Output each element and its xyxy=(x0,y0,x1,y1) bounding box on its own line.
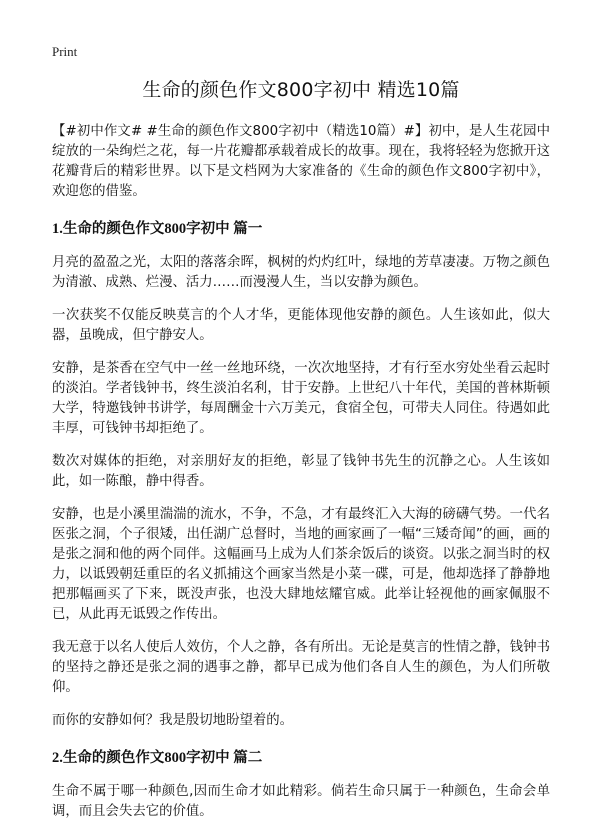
intro-paragraph: 【#初中作文# #生命的颜色作文800字初中（精选10篇）#】初中，是人生花园中绽放的一朵绚烂之花，每一片花瓣都承载着成长的故事。现在，我将轻轻为您掀开这花瓣背后的精彩世界。以下是文档网为大家准备的《生命的颜色作文800字初中》，欢迎您的借鉴。 xyxy=(52,124,550,199)
print-link[interactable]: Print xyxy=(52,44,78,59)
section-paragraph: 而你的安静如何？我是殷切地盼望着的。 xyxy=(52,713,294,728)
section-paragraph: 我无意于以名人使后人效仿，个人之静，各有所出。无论是莫言的性情之静，钱钟书的坚持之静还是张之洞的遇事之静，都早已成为他们各自人生的颜色，为人们所敬仰。 xyxy=(52,640,550,695)
page-title: 生命的颜色作文800字初中 精选10篇 xyxy=(142,79,460,101)
section-1 xyxy=(52,220,550,731)
section-heading: 2.生命的颜色作文800字初中 篇二 xyxy=(52,750,263,766)
section-heading: 1.生命的颜色作文800字初中 篇一 xyxy=(52,221,263,237)
section-paragraph: 安静，也是小溪里湍湍的流水，不争，不急，才有最终汇入大海的磅礴气势。一代名医张之洞，个子很矮，出任湖广总督时，当地的画家画了一幅“三矮奇闻”的画，画的是张之洞和他的两个同伴。这幅画马上成为人们茶余饭后的谈资。以张之洞当时的权力，以诋毁朝廷重臣的名义抓捕这个画家当然是小菜一碟，可是，他却选择了静静地把那幅画买了下来，既没声张，也没大肆地炫耀官威。此举让轻视他的画家佩服不已，从此再无诋毁之作传出。 xyxy=(52,507,550,622)
section-2 xyxy=(52,749,550,822)
section-paragraph: 生命不属于哪一种颜色,因而生命才如此精彩。倘若生命只属于一种颜色，生命会单调，而且会失去它的价值。 xyxy=(52,784,550,819)
section-paragraph: 数次对媒体的拒绝，对亲朋好友的拒绝，彰显了钱钟书先生的沉静之心。人生该如此，如一陈酿，静中得香。 xyxy=(52,454,550,489)
section-paragraph: 月亮的盈盈之光，太阳的落落余晖，枫树的灼灼红叶，绿地的芳草凄凄。万物之颜色为清澈、成熟、烂漫、活力……而漫漫人生，当以安静为颜色。 xyxy=(52,255,550,290)
section-paragraph: 一次获奖不仅能反映莫言的个人才华，更能体现他安静的颜色。人生该如此，似大器，虽晚成，但宁静安人。 xyxy=(52,308,550,343)
section-paragraph: 安静，是茶香在空气中一丝一丝地环绕，一次次地坚持，才有行至水穷处坐看云起时的淡泊。学者钱钟书，终生淡泊名利，甘于安静。上世纪八十年代，美国的普林斯顿大学，特邀钱钟书讲学，每周酬金十六万美元，食宿全包，可带夫人同住。待遇如此丰厚，可钱钟书却拒绝了。 xyxy=(52,361,550,436)
